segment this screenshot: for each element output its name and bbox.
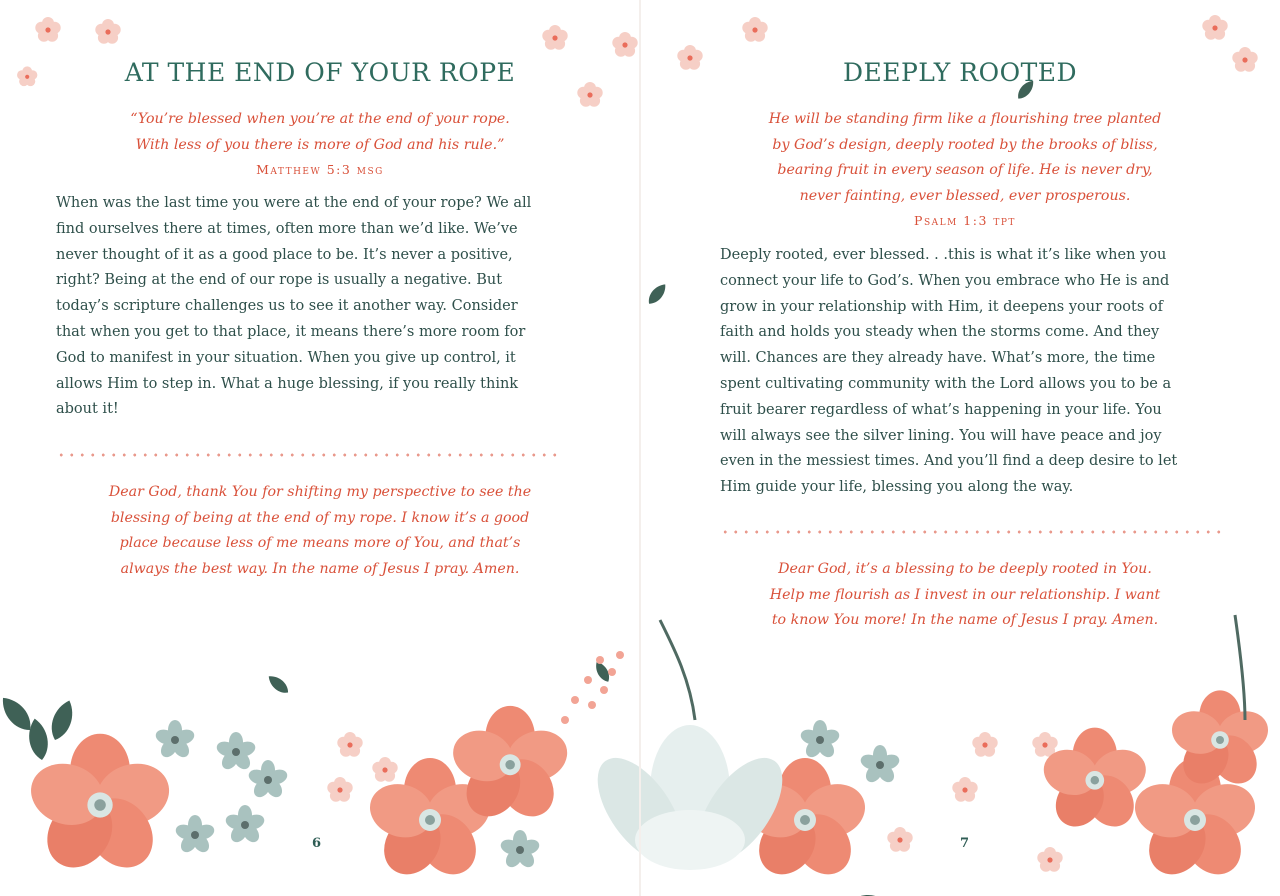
- body-line: Him guide your life, blessing you along the way.: [720, 479, 1074, 496]
- body-line: faith and holds you steady when the storms come. And they: [720, 324, 1160, 341]
- devotional-body: [720, 243, 1225, 501]
- scripture-line: He will be standing firm like a flourishing tree planted: [768, 111, 1162, 127]
- prayer-line: to know You more! In the name of Jesus I pray. Amen.: [771, 612, 1159, 628]
- body-line: Deeply rooted, ever blessed. . .this is what it’s like when you: [720, 247, 1167, 263]
- scripture-quote: [680, 107, 1250, 209]
- prayer-line: Help me flourish as I invest in our relationship. I want: [769, 586, 1161, 603]
- prayer-line: Dear God, it’s a blessing to be deeply rooted in You.: [778, 561, 1152, 577]
- right-page: [640, 0, 1280, 896]
- body-line: even in the messiest times. And you’ll find a deep desire to let: [720, 453, 1178, 470]
- body-line: find ourselves there at times, often more than we’d like. We’ve: [56, 220, 518, 237]
- body-line: fruit bearer regardless of what’s happening in your life. You: [720, 401, 1162, 418]
- prayer-line: place because less of me means more of You, and that’s: [119, 535, 521, 551]
- prayer-line: always the best way. In the name of Jesus I pray. Amen.: [120, 560, 520, 577]
- body-line: will always see the silver lining. You will have peace and joy: [720, 427, 1162, 444]
- page-title: DEEPLY ROOTED: [842, 58, 1078, 87]
- devotional-body: [56, 191, 561, 423]
- body-line: When was the last time you were at the end of your rope? We all: [56, 195, 532, 211]
- page-number: 7: [960, 836, 970, 851]
- page-title: AT THE END OF YOUR ROPE: [124, 58, 516, 87]
- body-line: grow in your relationship with Him, it deepens your roots of: [720, 298, 1163, 315]
- body-line: never thought of it as a good place to be. It’s never a positive,: [56, 246, 513, 263]
- prayer-line: Dear God, thank You for shifting my perspective to see the: [108, 484, 532, 500]
- page-number: 6: [312, 836, 322, 851]
- body-line: God to manifest in your situation. When you give up control, it: [56, 349, 516, 366]
- scripture-quote: [60, 107, 580, 158]
- body-line: about it!: [56, 401, 119, 418]
- body-line: will. Chances are they already have. What’s more, the time: [720, 350, 1156, 367]
- body-line: allows Him to step in. What a huge blessing, if you really think: [56, 375, 519, 392]
- prayer-text: [680, 557, 1250, 634]
- body-line: that when you get to that place, it means there’s more room for: [56, 323, 526, 340]
- scripture-line: “You’re blessed when you’re at the end of your rope.: [130, 111, 510, 127]
- prayer-text: [40, 480, 600, 582]
- scripture-reference: Psalm 1:3 tpt: [914, 213, 1016, 228]
- body-line: spent cultivating community with the Lord allows you to be a: [720, 375, 1172, 392]
- scripture-line: never fainting, ever blessed, ever prosperous.: [799, 187, 1131, 204]
- dotted-divider: [720, 530, 1226, 534]
- scripture-line: bearing fruit in every season of life. He is never dry,: [777, 162, 1153, 178]
- body-line: right? Being at the end of our rope is usually a negative. But: [56, 272, 503, 289]
- body-line: connect your life to God’s. When you embrace who He is and: [720, 272, 1170, 289]
- dotted-divider: [56, 453, 562, 457]
- scripture-line: by God’s design, deeply rooted by the brooks of bliss,: [772, 136, 1158, 153]
- body-line: today’s scripture challenges us to see it another way. Consider: [56, 298, 518, 315]
- scripture-line: With less of you there is more of God and his rule.”: [135, 136, 505, 153]
- prayer-line: blessing of being at the end of my rope. I know it’s a good: [110, 509, 530, 526]
- scripture-reference: Matthew 5:3 msg: [256, 162, 384, 177]
